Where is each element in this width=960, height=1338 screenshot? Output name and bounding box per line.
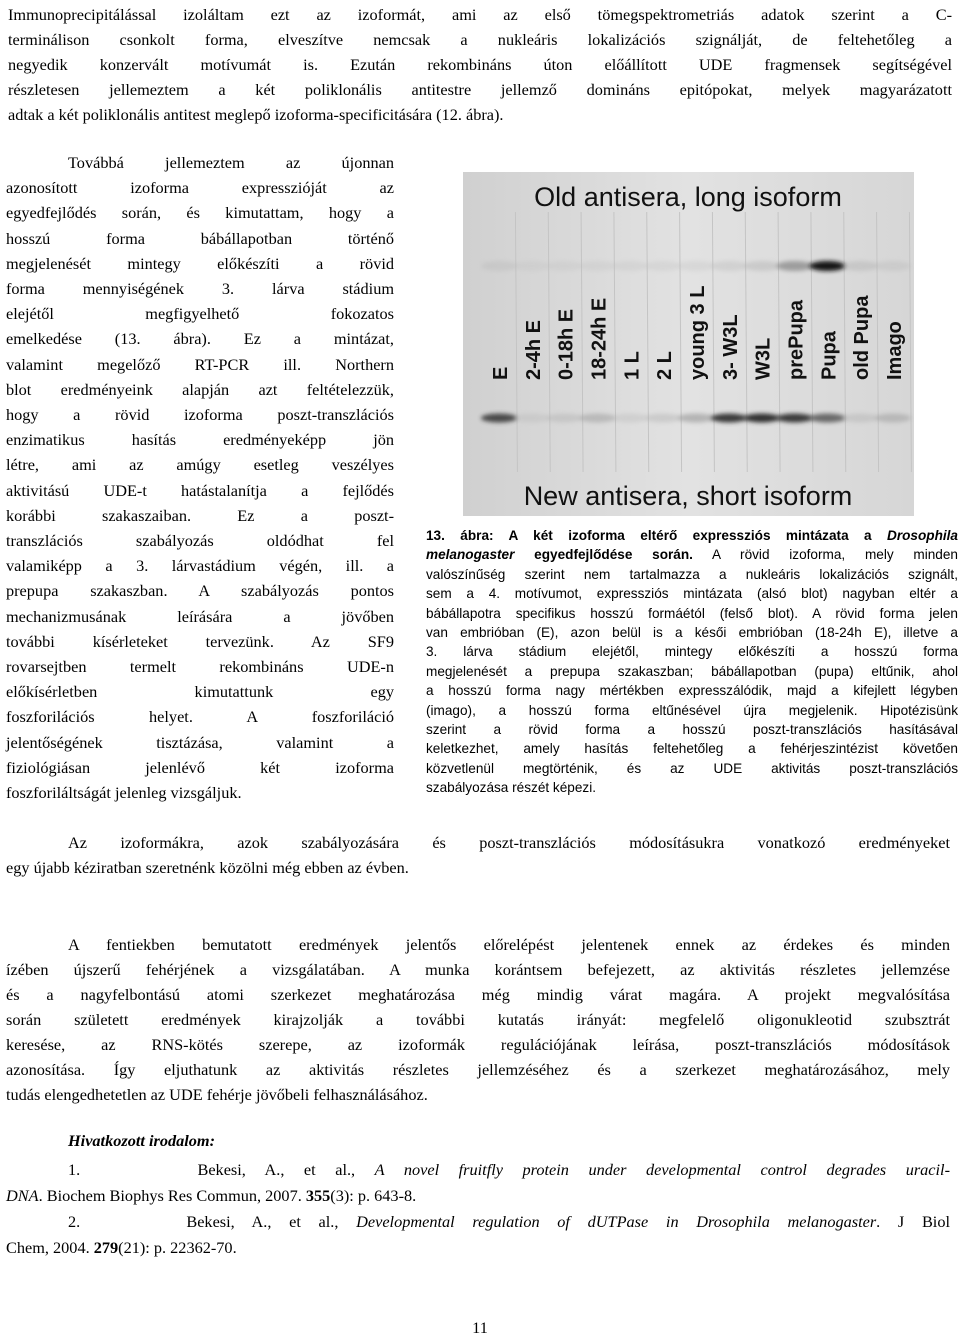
text-line: során született eredmények kirajzolják a további kutatás irányát: megfelelő oligonukleotid szubsztrát [6, 1010, 950, 1029]
lane-label: Pupa [818, 331, 841, 380]
blot-image [463, 172, 914, 516]
text-line: adtak a két poliklonális antitest meglepő izoforma-specificitására (12. ábra). [8, 105, 504, 124]
summary-paragraph [6, 932, 950, 1107]
blot-band [514, 261, 550, 271]
reference-pages: (3): p. 643-8. [330, 1186, 417, 1205]
text-line: hogy a rövid izoforma poszt-transzlációs [6, 405, 394, 425]
caption-line [426, 526, 958, 545]
lane-label: old Pupa [851, 295, 874, 380]
text-line: azonosított izoforma expresszióját az [6, 178, 394, 198]
blot-band [678, 414, 714, 423]
blot-band [842, 261, 878, 271]
text-line: hosszú forma bábállapotban történő [6, 228, 394, 248]
text-line: valamiképp a 3. lárvastádium végén, ill. a [6, 556, 394, 576]
caption-title: 13. ábra: A két izoforma eltérő expressziós mintázata a [426, 528, 887, 543]
blot-band [481, 414, 517, 423]
blot-band [776, 414, 812, 423]
text-line: aktivitású UDE-t hatástalanítja a fejlődés [6, 480, 394, 500]
text-line: tudás elengedhetetlen az UDE fehérje jövőbeli felhasználásához. [6, 1085, 428, 1104]
text-line: mechanizmusának leírására a jövőben [6, 606, 394, 626]
lane-label: 0-18h E [555, 308, 578, 380]
blot-band [645, 261, 681, 271]
blot-band [744, 261, 780, 271]
reference-line [6, 1209, 950, 1235]
caption-line: megjelenését a prepupa szakaszban; bábállapotban (pupa) eltűnik, ahol [426, 663, 958, 679]
reference-pages: (21): p. 22362-70. [118, 1238, 237, 1257]
reference-item [6, 1157, 950, 1209]
text-line: blot eredményeink alapján azt feltételezzük, [6, 379, 394, 399]
text-line: részletesen jellemeztem a két poliklonális antitestre jellemző domináns epitópokat, melyek magyarázatott [8, 80, 952, 99]
blot-band [776, 261, 812, 271]
caption-species-genus: Drosophila [887, 528, 958, 543]
blot-band [481, 261, 517, 271]
blot-band [579, 261, 615, 271]
text-line: foszforiláltságát jelenleg vizsgáljuk. [6, 783, 242, 803]
reference-journal: . Biochem Biophys Res Commun, 2007. [38, 1186, 302, 1205]
text-line: enzimatikus hasítás eredményeképp jön [6, 430, 394, 450]
text-line: egy újabb kéziratban szeretnénk közölni még ebben az évben. [6, 858, 409, 877]
caption-line: sem a 4. motívumot, expressziós mintázata (alsó blot) nagyban eltér a [426, 586, 958, 602]
text-line: terminálison csonkolt forma, elveszítve nemcsak a nukleáris lokalizációs szignálját, de feltehetőleg a [8, 30, 952, 49]
caption-line [426, 545, 958, 564]
caption-line: valószínűség szerint nem tartalmazza a nukleáris lokalizációs szignált, [426, 566, 958, 582]
caption-line: szabályozása részét képezi. [426, 780, 597, 796]
lane-label: W3L [752, 337, 775, 380]
text-line: forma mennyiségének 3. lárva stádium [6, 279, 394, 299]
text-line: létre, ami az amúgy esetleg veszélyes [6, 455, 394, 475]
text-line: rovarsejtben termelt rekombináns UDE-n [6, 657, 394, 677]
lane-label: 2 L [654, 351, 677, 380]
reference-volume: 355 [305, 1186, 331, 1205]
lane-label: prePupa [785, 299, 808, 380]
lane-label: 3- W3L [719, 314, 742, 380]
caption-species-name: melanogaster [426, 547, 515, 563]
reference-line [6, 1183, 950, 1209]
lane-label: 1 L [621, 351, 644, 380]
isoform-expression-paragraph [6, 150, 394, 805]
blot-band [744, 414, 780, 423]
text-line: A fentiekben bemutatott eredmények jelentős előrelépést jelentenek ennek az érdekes és minden [68, 935, 950, 954]
text-line: Az izoformákra, azok szabályozására és poszt-transzlációs módosításukra vonatkozó eredményeket [68, 833, 950, 852]
blot-band [612, 261, 648, 271]
text-line: fiziológiásan jelenlévő két izoforma [6, 757, 394, 777]
blot-band [547, 261, 583, 271]
text-line: előkísérletben kimutattunk egy [6, 682, 394, 702]
blot-band [809, 414, 845, 423]
text-line: emelkedése (13. ábra). Ez a mintázat, [6, 329, 394, 349]
text-line: egyedfejlődés során, és kimutattam, hogy a [6, 203, 394, 223]
text-line: jelentőségének tisztázása, valamint a [6, 732, 394, 752]
western-blot-figure [463, 172, 914, 516]
reference-volume: 279 [93, 1238, 119, 1257]
lane-label: 18-24h E [588, 297, 611, 380]
text-line: transzlációs szabályozás oldódhat fel [6, 531, 394, 551]
caption-line: keletkezhet, amely hasítás feltehetőleg a fehérjeszintézist követően [426, 741, 958, 757]
text-line: és a nagyfelbontású atomi szerkezet meghatározása még mindig várat magára. A projekt megvalósítása [6, 985, 950, 1004]
caption-line: szerint a rövid forma a hosszú poszt-transzlációs hasításával [426, 722, 958, 738]
text-line: Immunoprecipitálással izoláltam ezt az izoformát, ami az első tömegspektrometriás adatok szerint a C- [8, 5, 952, 24]
blot-band [645, 414, 681, 423]
page-number: 11 [472, 1318, 488, 1337]
blot-band [547, 414, 583, 423]
figure-caption [426, 526, 958, 798]
reference-title: Developmental regulation of dUTPase in Drosophila melanogaster [356, 1212, 877, 1231]
reference-number: 2. [68, 1212, 81, 1231]
blot-band [809, 261, 845, 271]
blot-bottom-label: New antisera, short isoform [523, 481, 853, 511]
text-line: elejétől megfigyelhető fokozatos [6, 304, 394, 324]
caption-line: (imago), a hosszú forma eltűnésével újra megjelenik. Hipotézisünk [426, 702, 958, 718]
text-line: negyedik konzervált motívumát is. Ezután rekombináns úton előállított UDE fragmensek segítségével [8, 55, 952, 74]
reference-title: A novel fruitfly protein under developmental control degrades uracil- [374, 1160, 951, 1179]
text-line: prepupa szakaszban. A szabályozás pontos [6, 581, 394, 601]
blot-band [875, 414, 911, 423]
text-line: azonosítása. Így eljuthatunk az aktivitás részletes jellemzéséhez és a szerkezet meghatározásához, mely [6, 1060, 950, 1079]
caption-line: a hosszú forma nagy mértékben expresszálódik, majd a kifejlett légyben [426, 683, 958, 699]
caption-line: van embrióban (E), azon belül is a késői embrióban (18-24h E), illetve a [426, 625, 958, 641]
reference-authors: Bekesi, A., et al., [197, 1160, 356, 1179]
blot-band [514, 414, 550, 423]
publication-plan-paragraph [6, 830, 950, 880]
lane-label: 2-4h E [522, 319, 545, 380]
reference-number: 1. [68, 1160, 81, 1179]
blot-band [711, 414, 747, 423]
caption-line: közvetlenül megtörténik, és az UDE aktivitás poszt-transzlációs [426, 760, 958, 776]
text-line: további kísérleteket tervezünk. Az SF9 [6, 631, 394, 651]
lane-label: Imago [884, 321, 906, 380]
blot-band [579, 414, 615, 423]
text-line: ízében újszerű fehérjének a vizsgálatában. A munka korántsem befejezett, az aktivitás részletes jellemzése [6, 960, 950, 979]
reference-title-cont: DNA [6, 1186, 39, 1205]
intro-paragraph [8, 2, 952, 127]
text-line: valamint megelőző RT-PCR ill. Northern [6, 354, 394, 374]
blot-band [875, 261, 911, 271]
references-heading: Hivatkozott irodalom: [68, 1131, 215, 1150]
blot-band [842, 414, 878, 423]
reference-line [6, 1235, 950, 1261]
caption-title-end: egyedfejlődése során. [514, 547, 693, 563]
reference-line [6, 1157, 950, 1183]
text-line: megjelenését mintegy előkészíti a rövid [6, 253, 394, 273]
lane-label: young 3 L [687, 285, 709, 380]
text-line: korábbi szakaszaiban. Ez a poszt- [6, 505, 394, 525]
blot-band [678, 261, 714, 271]
blot-top-label: Old antisera, long isoform [534, 182, 842, 212]
caption-text: A rövid izoforma, mely minden [692, 547, 958, 563]
text-line: keresése, az RNS-kötés szerepe, az izoformák regulációjának leírása, poszt-transzlációs módosítások [6, 1035, 950, 1054]
reference-item [6, 1209, 950, 1261]
blot-band [711, 261, 747, 271]
caption-line: bábállapotra specifikus hosszú formáétól (felső blot). A rövid forma jelen [426, 605, 958, 621]
reference-journal-cont: Chem, 2004. [6, 1238, 90, 1257]
caption-line: 3. lárva stádium elejétől, mintegy előkészíti a hosszú forma [426, 644, 958, 660]
reference-journal: . J Biol [876, 1212, 950, 1231]
text-line: foszforilációs helyet. A foszforiláció [6, 707, 394, 727]
reference-authors: Bekesi, A., et al., [186, 1212, 339, 1231]
blot-band [612, 414, 648, 423]
text-line: Továbbá jellemeztem az újonnan [68, 153, 394, 172]
lane-label: E [490, 366, 512, 380]
